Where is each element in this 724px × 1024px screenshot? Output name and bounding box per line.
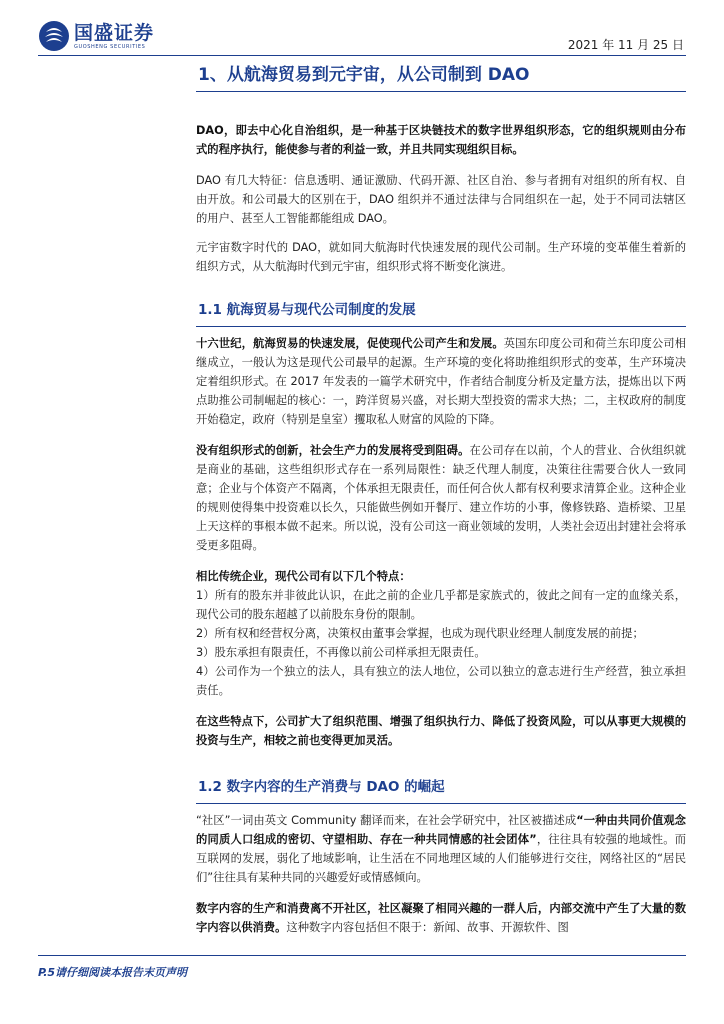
page-footer (0, 955, 724, 1024)
section-1-2-paragraph-1-text-a: “社区”一词由英文 Community 翻译而来，在社会学研究中，社区被描述成 (196, 814, 577, 827)
logo-english-name: GUOSHENG SECURITIES (74, 43, 146, 50)
main-content (196, 60, 686, 937)
guosheng-logo-icon (38, 20, 70, 52)
section-1-2-divider (196, 803, 686, 804)
list-item: 3）股东承担有限责任，不再像以前公司样承担无限责任。 (196, 646, 486, 659)
section-1-1-divider (196, 326, 686, 327)
section-1-1-paragraph-2-text: 在公司存在以前，个人的营业、合伙组织就是商业的基础，这些组织形式存在一系列局限性：缺乏代理人制度，决策往往需要合伙人一致同意；企业与个体资产不隔离，个体承担无限责任，而任何合伙人都有权利要求清算企业。这种企业的规则使得集中投资难以长久，只能做些例如开餐厅、建立作坊的小事，像修铁路、造桥梁、卫星上天这样的事根本做不起来。所以说，没有公司这一商业领域的发明，人类社会迈出封建社会将承受更多阻碍。 (196, 444, 686, 552)
section-1-1-paragraph-2-bold: 没有组织形式的创新，社会生产力的发展将受到阻碍。 (196, 444, 470, 457)
section-1-1-paragraph-3 (196, 567, 686, 586)
list-item: 2）所有权和经营权分离，决策权由董事会掌握，也成为现代职业经理人制度发展的前提； (196, 627, 644, 640)
section-1-2-paragraph-2-text: 这种数字内容包括但不限于：新闻、故事、开源软件、图 (286, 921, 569, 934)
section-1-1-paragraph-4-bold: 在这些特点下，公司扩大了组织范围、增强了组织执行力、降低了投资风险，可以从事更大规模的投资与生产，相较之前也变得更加灵活。 (196, 715, 686, 747)
section-1-paragraph-3: 元宇宙数字时代的 DAO，就如同大航海时代快速发展的现代公司制。生产环境的变革催生着新的组织方式，从大航海时代到元宇宙，组织形式将不断变化演进。 (196, 241, 686, 273)
section-1-1-paragraph-3-bold: 相比传统企业，现代公司有以下几个特点： (196, 570, 411, 583)
header-divider (38, 55, 686, 56)
section-1-1-heading (196, 299, 686, 327)
section-1-1-paragraph-1 (196, 334, 686, 429)
section-1-1-paragraph-2 (196, 441, 686, 555)
section-1-2-paragraph-1 (196, 811, 686, 887)
section-1-1-paragraph-1-text: 英国东印度公司和荷兰东印度公司相继成立，一般认为这是现代公司最早的起源。生产环境的变化将助推组织形式的变革，生产环境决定着组织形式。在 2017 年发表的一篇学术研究中，作者结合制度分析及定量方法，提炼出以下两点助推公司制崛起的核心：一，跨洋贸易兴盛，对长期大型投资的需求大热；二，主权政府的制度开始稳定，政府（特别是皇室）攫取私人财富的风险的下降。 (196, 337, 686, 426)
logo-chinese-name: 国盛证券 (74, 21, 155, 44)
section-1-paragraph-2: DAO 有几大特征：信息透明、通证激励、代码开源、社区自治、参与者拥有对组织的所有权、自由开放。和公司最大的区别在于，DAO 组织并不通过法律与合同组织在一起，处于不同司法辖区的用户、甚至人工智能都能组成 DAO。 (196, 174, 686, 225)
section-1-2-heading (196, 776, 686, 804)
section-1-2-title: 1.2 数字内容的生产消费与 DAO 的崛起 (198, 779, 445, 795)
company-logo (38, 20, 154, 52)
section-1-1-paragraph-4 (196, 712, 686, 750)
section-1-2-paragraph-2 (196, 899, 686, 937)
section-1-2-paragraph-1-bold: “一种由共同价值观念的同质人口组成的密切、守望相助、存在一种共同情感的社会团体” (196, 814, 686, 846)
section-1-2-paragraph-2-bold: 数字内容的生产和消费离不开社区，社区凝聚了相同兴趣的一群人后，内部交流中产生了大量的数字内容以供消费。 (196, 902, 686, 934)
section-1-paragraph-1-bold: DAO，即去中心化自治组织，是一种基于区块链技术的数字世界组织形态，它的组织规则由分布式的程序执行，能使参与者的利益一致，并且共同实现组织目标。 (196, 124, 686, 156)
feature-list (196, 586, 686, 700)
section-1-title: 1、从航海贸易到元宇宙，从公司制到 DAO (198, 65, 530, 85)
footer-disclaimer-note: P.5请仔细阅读本报告末页声明 (38, 966, 188, 979)
list-item: 1）所有的股东并非彼此认识，在此之前的企业几乎都是家族式的，彼此之间有一定的血缘关系，现代公司的股东超越了以前股东身份的限制。 (196, 589, 686, 621)
report-date: 2021 年 11 月 25 日 (567, 38, 684, 52)
section-1-divider (196, 91, 686, 92)
section-1-1-title: 1.1 航海贸易与现代公司制度的发展 (198, 302, 416, 318)
footer-divider (38, 955, 686, 956)
section-1-paragraph-1 (196, 121, 686, 159)
page-header (0, 0, 724, 60)
section-1-1-paragraph-1-bold: 十六世纪，航海贸易的快速发展，促使现代公司产生和发展。 (196, 337, 504, 350)
list-item: 4）公司作为一个独立的法人，具有独立的法人地位，公司以独立的意志进行生产经营，独立承担责任。 (196, 665, 686, 697)
section-1-2-paragraph-1-text-c: ，往往具有较强的地域性。而互联网的发展，弱化了地域影响，让生活在不同地理区域的人们能够进行交往，网络社区的“居民们”往往具有某种共同的兴趣爱好或情感倾向。 (196, 833, 686, 884)
